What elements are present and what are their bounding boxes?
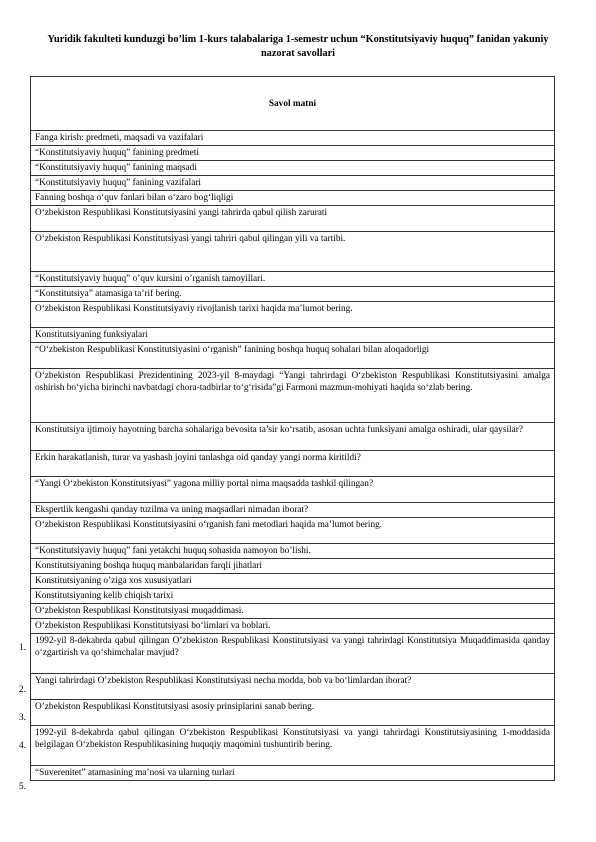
- row-text: Fanning boshqa o‘quv fanlari bilan o‘zaro bog‘liqligi: [31, 191, 555, 206]
- numbered-row: [31, 726, 555, 766]
- question-number: 4.: [19, 741, 26, 751]
- table-row: [31, 287, 555, 302]
- table-row: [31, 574, 555, 589]
- question-number: 5.: [19, 782, 26, 792]
- question-text: 1992-yil 8-dekabrda qabul qilingan O’zbekiston Respublikasi Konstitutsiyasi va yangi tahrirdagi Konstitutsiya Muqaddimasida qanday o‘zgartirish va qo‘shimchalar mavjud?: [31, 634, 555, 674]
- row-text: Fanga kirish: predmeti, maqsadi va vazifalari: [31, 131, 555, 146]
- table-row: [31, 131, 555, 146]
- row-text: “O‘zbekiston Respublikasi Konstitutsiyasini o‘rganish” fanining boshqa huquq sohalari bilan aloqadorligi: [31, 343, 555, 369]
- row-text: “Konstitutsiya” atamasiga ta’rif bering.: [31, 287, 555, 302]
- numbered-row: [31, 766, 555, 781]
- question-text: 1992-yil 8-dekabrda qabul qilingan O‘zbekiston Respublikasi Konstitutsiyasi va yangi tahrirdagi Konstitutsiyasining 1-moddasida belgilagan O‘zbekiston Respublikasining huquqiy maqomini tushuntirib bering.: [31, 726, 555, 766]
- questions-table: [30, 76, 555, 781]
- table-row: [31, 477, 555, 503]
- row-text: O‘zbekiston Respublikasi Konstitutsiyasini o‘rganish fani metodlari haqida ma’lumot bering.: [31, 518, 555, 544]
- table-row: [31, 619, 555, 634]
- row-text: “Konstitutsiyaviy huquq” o’quv kursini o’rganish tamoyillari.: [31, 272, 555, 287]
- table-row: [31, 604, 555, 619]
- question-number: 3.: [19, 713, 26, 723]
- question-text: “Suverenitet” atamasining ma’nosi va ularning turlari: [31, 766, 555, 781]
- row-text: “Konstitutsiyaviy huquq” fanining predmeti: [31, 146, 555, 161]
- table-row: [31, 423, 555, 451]
- row-text: Erkin harakatlanish, turar va yashash joyini tanlashga oid qanday yangi norma kiritildi?: [31, 451, 555, 477]
- row-text: “Konstitutsiyaviy huquq” fanining maqsadi: [31, 161, 555, 176]
- numbered-row: [31, 700, 555, 726]
- row-text: Konstitutsiyaning funksiyalari: [31, 328, 555, 343]
- table-row: [31, 518, 555, 544]
- row-text: O‘zbekiston Respublikasi Konstitutsiyaviy rivojlanish tarixi haqida ma’lumot bering.: [31, 302, 555, 328]
- row-text: Konstitutsiya ijtimoiy hayotning barcha sohalariga bevosita ta’sir ko‘rsatib, asosan uchta funksiyani amalga oshiradi, ular qaysilar?: [31, 423, 555, 451]
- table-row: [31, 544, 555, 559]
- table-row: [31, 176, 555, 191]
- table-row: [31, 161, 555, 176]
- row-text: Ekspertlik kengashi qanday tuzilma va uning maqsadlari nimadan iborat?: [31, 503, 555, 518]
- table-row: [31, 191, 555, 206]
- question-text: O’zbekiston Respublikasi Konstitutsiyasi asosiy prinsiplarini sanab bering.: [31, 700, 555, 726]
- row-text: “Yangi O‘zbekiston Konstitutsiyasi” yagona milliy portal nima maqsadda tashkil qilingan?: [31, 477, 555, 503]
- table-row: [31, 343, 555, 369]
- row-text: “Konstitutsiyaviy huquq” fanining vazifalari: [31, 176, 555, 191]
- row-text: O‘zbekiston Respublikasi Konstitutsiyasi yangi tahriri qabul qilingan yili va tartibi.: [31, 232, 555, 272]
- question-number: 2.: [19, 685, 26, 695]
- table-row: [31, 302, 555, 328]
- row-text: Konstitutsiyaning o’ziga xos xususiyatlari: [31, 574, 555, 589]
- table-row: [31, 503, 555, 518]
- table-row: [31, 272, 555, 287]
- row-text: O‘zbekiston Respublikasi Prezidentining 2023-yil 8-maydagi “Yangi tahrirdagi O‘zbekiston Respublikasi Konstitutsiyasini amalga oshirish bo‘yicha birinchi navbatdagi chora-tadbirlar to‘g‘risida”gi Farmoni mazmun-mohiyati haqida so‘zlab bering.: [31, 369, 555, 423]
- row-text: O‘zbekiston Respublikasi Konstitutsiyasi bo‘limlari va boblari.: [31, 619, 555, 634]
- row-text: O‘zbekiston Respublikasi Konstitutsiyasi muqaddimasi.: [31, 604, 555, 619]
- numbered-row: [31, 634, 555, 674]
- row-text: Konstitutsiyaning kelib chiqish tarixi: [31, 589, 555, 604]
- row-text: O‘zbekiston Respublikasi Konstitutsiyasini yangi tahrirda qabul qilish zarurati: [31, 206, 555, 232]
- table-header-row: [31, 77, 555, 131]
- table-row: [31, 369, 555, 423]
- table-row: [31, 559, 555, 574]
- table-row: [31, 589, 555, 604]
- table-row: [31, 328, 555, 343]
- row-text: Konstitutsiyaning boshqa huquq manbalaridan farqli jihatlari: [31, 559, 555, 574]
- question-number: 1.: [19, 643, 26, 653]
- table-row: [31, 146, 555, 161]
- table-row: [31, 206, 555, 232]
- table-header: Savol matni: [31, 77, 555, 131]
- table-row: [31, 451, 555, 477]
- document-title: Yuridik fakulteti kunduzgi bo’lim 1-kurs talabalariga 1-semestr uchun “Konstitutsiyaviy huquq” fanidan yakuniy nazorat savollari: [47, 34, 549, 59]
- table-row: [31, 232, 555, 272]
- numbered-row: [31, 674, 555, 700]
- row-text: “Konstitutsiyaviy huquq” fani yetakchi huquq sohasida namoyon bo’lishi.: [31, 544, 555, 559]
- question-text: Yangi tahrirdagi O’zbekiston Respublikasi Konstitutsiyasi necha modda, bob va bo‘limlardan iborat?: [31, 674, 555, 700]
